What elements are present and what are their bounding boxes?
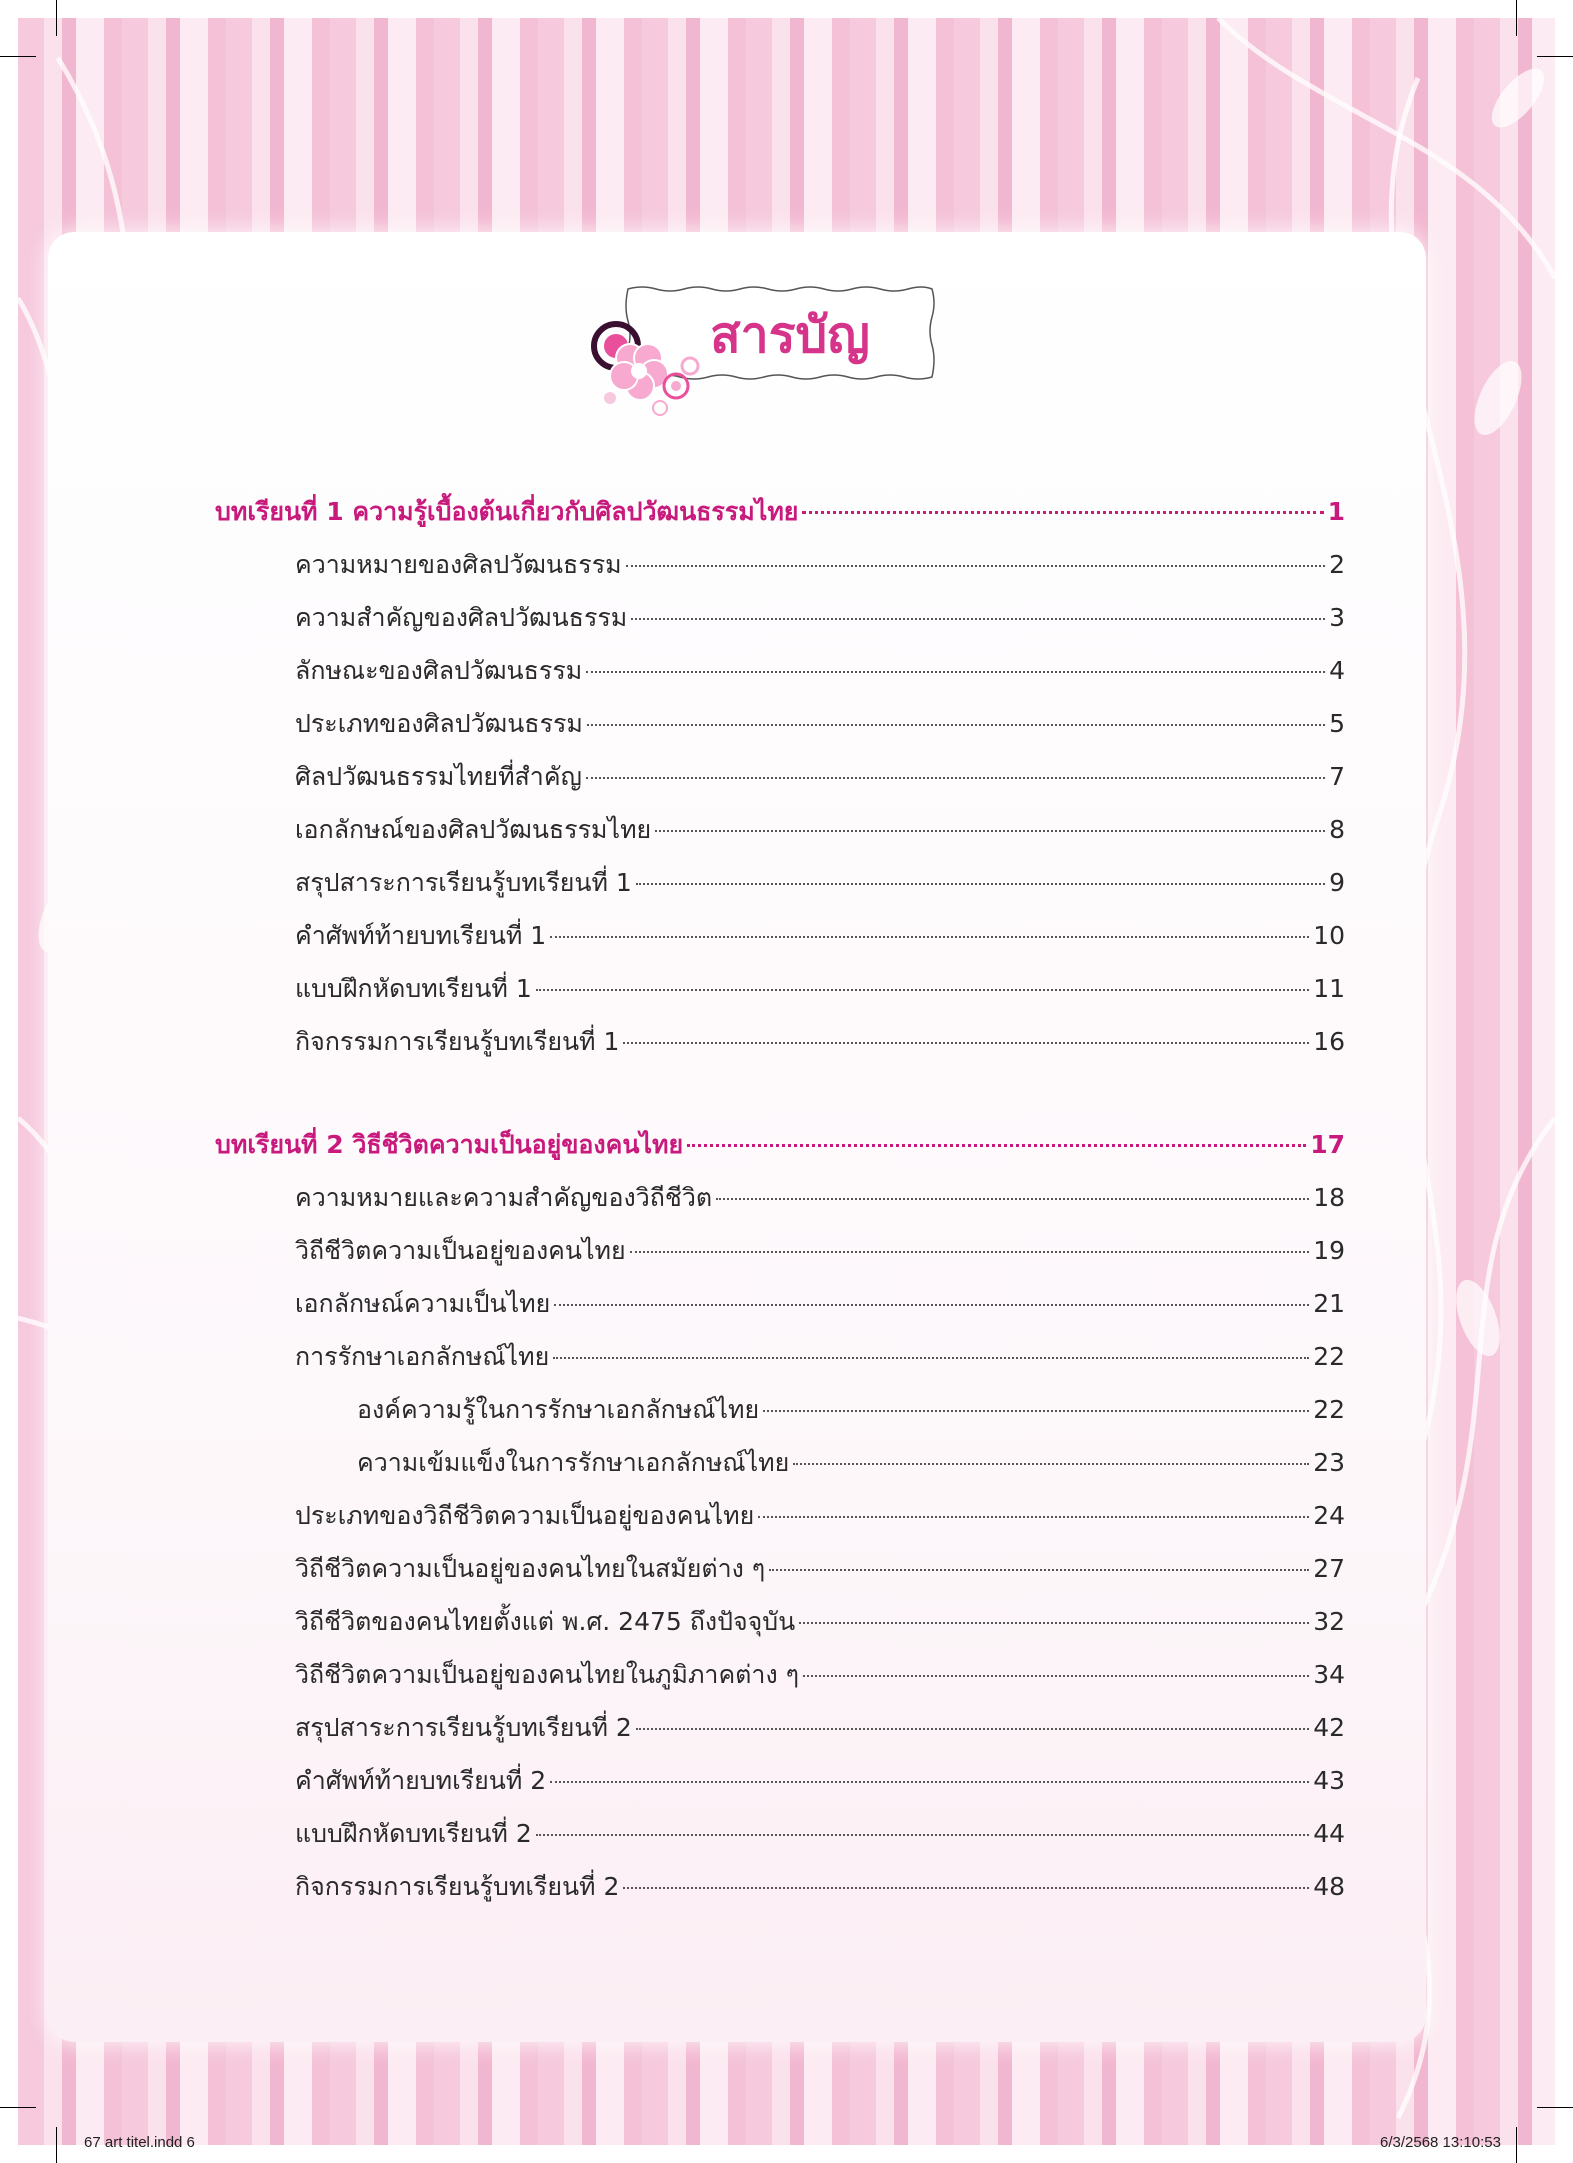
crop-mark [1537, 56, 1573, 57]
entry-page: 22 [1313, 1342, 1345, 1371]
dot-leader [769, 1569, 1309, 1571]
chapter-heading[interactable] [215, 1125, 1345, 1165]
crop-mark [1537, 2107, 1573, 2108]
dot-leader [655, 830, 1325, 832]
dot-leader [793, 1463, 1309, 1465]
chapter-title: บทเรียนที่ 2 วิธีชีวิตความเป็นอยู่ของคนไทย [215, 1130, 684, 1159]
dot-leader [799, 1622, 1309, 1624]
toc-entry[interactable] [295, 1814, 1345, 1854]
entry-label: องค์ความรู้ในการรักษาเอกลักษณ์ไทย [357, 1395, 760, 1424]
entry-label: ความสำคัญของศิลปวัฒนธรรม [295, 603, 628, 632]
entry-page: 22 [1313, 1395, 1345, 1424]
entry-label: ความหมายของศิลปวัฒนธรรม [295, 550, 622, 579]
entry-label: ความหมายและความสำคัญของวิถีชีวิต [295, 1183, 713, 1212]
toc-entry[interactable] [295, 916, 1345, 956]
entry-label: ความเข้มแข็งในการรักษาเอกลักษณ์ไทย [357, 1448, 790, 1477]
dot-leader [536, 1834, 1309, 1836]
dot-leader [554, 1304, 1309, 1306]
dot-leader [687, 1144, 1306, 1147]
dot-leader [550, 1781, 1309, 1783]
toc-entry[interactable] [295, 1867, 1345, 1907]
entry-page: 4 [1329, 656, 1345, 685]
toc-entry[interactable] [295, 598, 1345, 638]
chapter-heading[interactable] [215, 492, 1345, 532]
entry-page: 43 [1313, 1766, 1345, 1795]
toc-entry[interactable] [295, 757, 1345, 797]
crop-mark [0, 2107, 36, 2108]
crop-mark [56, 0, 57, 36]
entry-label: ประเภทของศิลปวัฒนธรรม [295, 709, 583, 738]
dot-leader [587, 724, 1325, 726]
dot-leader [631, 618, 1325, 620]
entry-label: เอกลักษณ์ความเป็นไทย [295, 1289, 551, 1318]
dot-leader [586, 671, 1325, 673]
crop-mark [1516, 2127, 1517, 2163]
entry-page: 24 [1313, 1501, 1345, 1530]
entry-label: คำศัพท์ท้ายบทเรียนที่ 2 [295, 1766, 547, 1795]
entry-label: การรักษาเอกลักษณ์ไทย [295, 1342, 550, 1371]
entry-page: 2 [1329, 550, 1345, 579]
dot-leader [636, 1728, 1309, 1730]
dot-leader [623, 1887, 1309, 1889]
toc-entry[interactable] [295, 1708, 1345, 1748]
page-title: สารบัญ [710, 306, 870, 364]
chapter-page: 17 [1310, 1130, 1345, 1159]
crop-mark [56, 2127, 57, 2163]
toc-entry[interactable] [295, 1549, 1345, 1589]
dot-leader [636, 883, 1325, 885]
toc-entry[interactable] [295, 863, 1345, 903]
chapter-title: บทเรียนที่ 1 ความรู้เบื้องต้นเกี่ยวกับศิลปวัฒนธรรมไทย [215, 497, 799, 526]
entry-page: 48 [1313, 1872, 1345, 1901]
dot-leader [802, 511, 1323, 514]
entry-label: วิถีชีวิตความเป็นอยู่ของคนไทยในสมัยต่าง ๆ [295, 1554, 766, 1583]
entry-page: 5 [1329, 709, 1345, 738]
entry-page: 34 [1313, 1660, 1345, 1689]
dot-leader [626, 565, 1325, 567]
entry-label: สรุปสาระการเรียนรู้บทเรียนที่ 2 [295, 1713, 632, 1742]
entry-label: ศิลปวัฒนธรรมไทยที่สำคัญ [295, 762, 582, 791]
entry-page: 3 [1329, 603, 1345, 632]
entry-page: 16 [1313, 1027, 1345, 1056]
entry-page: 10 [1313, 921, 1345, 950]
entry-label: ประเภทของวิถีชีวิตความเป็นอยู่ของคนไทย [295, 1501, 755, 1530]
entry-page: 44 [1313, 1819, 1345, 1848]
dot-leader [630, 1251, 1309, 1253]
entry-page: 23 [1313, 1448, 1345, 1477]
entry-label: กิจกรรมการเรียนรู้บทเรียนที่ 2 [295, 1872, 620, 1901]
entry-label: แบบฝึกหัดบทเรียนที่ 1 [295, 974, 532, 1003]
entry-label: คำศัพท์ท้ายบทเรียนที่ 1 [295, 921, 547, 950]
entry-label: แบบฝึกหัดบทเรียนที่ 2 [295, 1819, 532, 1848]
toc-entry[interactable] [295, 1337, 1345, 1377]
entry-page: 19 [1313, 1236, 1345, 1265]
dot-leader [553, 1357, 1309, 1359]
crop-mark [1516, 0, 1517, 36]
entry-label: ลักษณะของศิลปวัฒนธรรม [295, 656, 583, 685]
crop-mark [0, 56, 36, 57]
footer-filename: 67 art titel.indd 6 [84, 2134, 195, 2151]
toc-entry[interactable] [295, 651, 1345, 691]
toc-entry[interactable] [295, 1496, 1345, 1536]
dot-leader [803, 1675, 1309, 1677]
dot-leader [763, 1410, 1309, 1412]
entry-label: วิถีชีวิตความเป็นอยู่ของคนไทยในภูมิภาคต่าง ๆ [295, 1660, 800, 1689]
toc-entry[interactable] [295, 1231, 1345, 1271]
toc-entry[interactable] [295, 1761, 1345, 1801]
entry-page: 11 [1313, 974, 1345, 1003]
entry-page: 18 [1313, 1183, 1345, 1212]
entry-label: วิถีชีวิตของคนไทยตั้งแต่ พ.ศ. 2475 ถึงปัจจุบัน [295, 1607, 796, 1636]
toc-entry[interactable] [295, 1602, 1345, 1642]
entry-page: 9 [1329, 868, 1345, 897]
toc-entry[interactable] [295, 545, 1345, 585]
entry-page: 42 [1313, 1713, 1345, 1742]
toc-entry[interactable] [295, 810, 1345, 850]
toc-entry[interactable] [295, 1655, 1345, 1695]
entry-label: กิจกรรมการเรียนรู้บทเรียนที่ 1 [295, 1027, 620, 1056]
entry-page: 21 [1313, 1289, 1345, 1318]
dot-leader [758, 1516, 1309, 1518]
chapter-page: 1 [1327, 497, 1345, 526]
toc-entry[interactable] [295, 1178, 1345, 1218]
footer-timestamp: 6/3/2568 13:10:53 [1380, 2134, 1501, 2151]
toc-entry[interactable] [295, 969, 1345, 1009]
entry-page: 27 [1313, 1554, 1345, 1583]
entry-label: สรุปสาระการเรียนรู้บทเรียนที่ 1 [295, 868, 632, 897]
entry-page: 8 [1329, 815, 1345, 844]
toc-subentry[interactable] [357, 1443, 1345, 1483]
toc-entry[interactable] [295, 704, 1345, 744]
dot-leader [586, 777, 1325, 779]
dot-leader [550, 936, 1309, 938]
entry-label: วิถีชีวิตความเป็นอยู่ของคนไทย [295, 1236, 626, 1265]
dot-leader [623, 1042, 1309, 1044]
entry-page: 32 [1313, 1607, 1345, 1636]
toc-entry[interactable] [295, 1284, 1345, 1324]
toc-subentry[interactable] [357, 1390, 1345, 1430]
entry-page: 7 [1329, 762, 1345, 791]
dot-leader [716, 1198, 1309, 1200]
entry-label: เอกลักษณ์ของศิลปวัฒนธรรมไทย [295, 815, 652, 844]
dot-leader [536, 989, 1309, 991]
toc-entry[interactable] [295, 1022, 1345, 1062]
